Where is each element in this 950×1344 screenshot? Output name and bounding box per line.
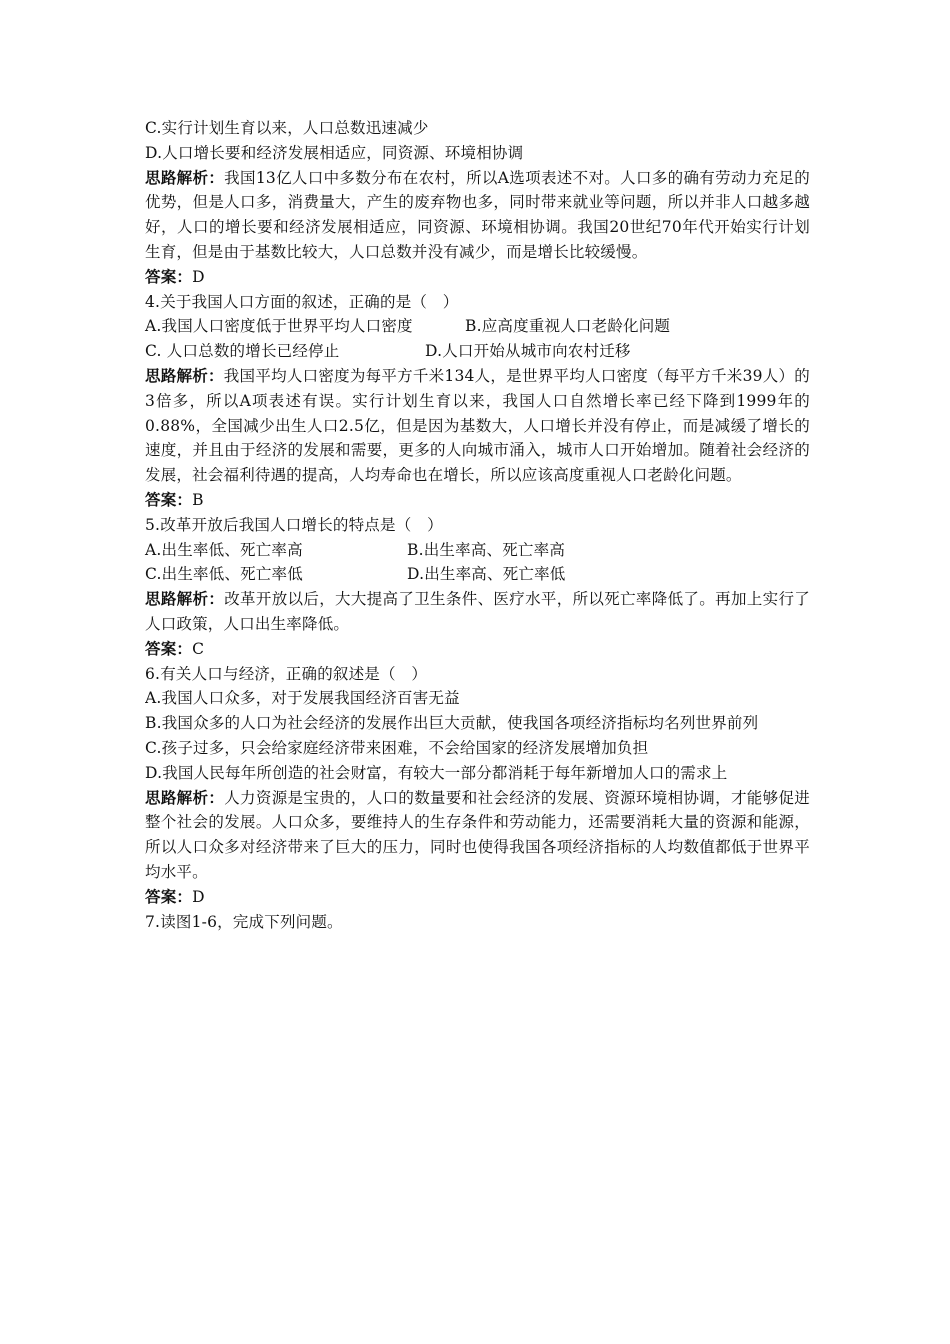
q4-analysis bbox=[145, 364, 810, 488]
q4-answer bbox=[145, 488, 810, 513]
q4-option-c: C. 人口总数的增长已经停止 bbox=[145, 342, 340, 361]
q5-options-row-2 bbox=[145, 562, 810, 587]
q4-stem: 4.关于我国人口方面的叙述，正确的是（ ） bbox=[145, 292, 459, 311]
q4-answer-value: B bbox=[192, 490, 204, 509]
q6-option-a: A.我国人口众多，对于发展我国经济百害无益 bbox=[145, 689, 460, 708]
analysis-label: 思路解析： bbox=[145, 590, 225, 609]
q5-analysis bbox=[145, 587, 810, 637]
q4-option-d: D.人口开始从城市向农村迁移 bbox=[425, 342, 631, 361]
q6-analysis bbox=[145, 786, 810, 885]
q4-option-a: A.我国人口密度低于世界平均人口密度 bbox=[145, 317, 413, 336]
q5-answer-value: C bbox=[192, 639, 205, 658]
q6-analysis-text: 人力资源是宝贵的，人口的数量要和社会经济的发展、资源环境相协调，才能够促进整个社会的发展。人口众多，要维持人的生存条件和劳动能力，还需要消耗大量的资源和能源，所以人口众多对经济带来了巨大的压力，同时也使得我国各项经济指标的人均数值都低于世界平均水平。 bbox=[145, 788, 810, 881]
answer-label: 答案： bbox=[145, 267, 193, 286]
q3-option-d: D.人口增长要和经济发展相适应，同资源、环境相协调 bbox=[145, 143, 524, 162]
q3-answer-value: D bbox=[192, 267, 205, 286]
analysis-label: 思路解析： bbox=[145, 788, 225, 807]
q5-option-d: D.出生率高、死亡率低 bbox=[407, 565, 566, 584]
q5-options-row-1 bbox=[145, 538, 810, 563]
q5-option-a: A.出生率低、死亡率高 bbox=[145, 540, 303, 559]
q6-stem: 6.有关人口与经济，正确的叙述是（ ） bbox=[145, 664, 428, 683]
q3-analysis bbox=[145, 166, 810, 265]
q6-option-c: C.孩子过多，只会给家庭经济带来困难，不会给国家的经济发展增加负担 bbox=[145, 738, 649, 757]
q5-analysis-text: 改革开放以后，大大提高了卫生条件、医疗水平，所以死亡率降低了。再加上实行了人口政策，人口出生率降低。 bbox=[145, 590, 810, 633]
q5-option-b: B.出生率高、死亡率高 bbox=[407, 540, 566, 559]
q6-option-d: D.我国人民每年所创造的社会财富，有较大一部分都消耗于每年新增加人口的需求上 bbox=[145, 763, 728, 782]
analysis-label: 思路解析： bbox=[145, 168, 225, 187]
q4-options-row-2 bbox=[145, 339, 810, 364]
q4-analysis-text: 我国平均人口密度为每平方千米134人，是世界平均人口密度（每平方千米39人）的3倍多，所以A项表述有误。实行计划生育以来，我国人口自然增长率已经下降到1999年的0.88%，全国减少出生人口2.5亿，但是因为基数大，人口增长并没有停止，而是减缓了增长的速度，并且由于经济的发展和需要，更多的人向城市涌入，城市人口开始增加。随着社会经济的发展，社会福利待遇的提高，人均寿命也在增长，所以应该高度重视人口老龄化问题。 bbox=[145, 366, 810, 485]
answer-label: 答案： bbox=[145, 639, 193, 658]
q5-answer bbox=[145, 637, 810, 662]
q4-options-row-1 bbox=[145, 314, 810, 339]
q5-option-c: C.出生率低、死亡率低 bbox=[145, 565, 303, 584]
q4-option-b: B.应高度重视人口老龄化问题 bbox=[465, 317, 671, 336]
q3-answer bbox=[145, 265, 810, 290]
q3-option-c: C.实行计划生育以来，人口总数迅速减少 bbox=[145, 119, 429, 137]
q3-analysis-text: 我国13亿人口中多数分布在农村，所以A选项表述不对。人口多的确有劳动力充足的优势，但是人口多，消费量大，产生的废弃物也多，同时带来就业等问题，所以并非人口越多越好，人口的增长要和经济发展相适应，同资源、环境相协调。我国20世纪70年代开始实行计划生育，但是由于基数比较大，人口总数并没有减少，而是增长比较缓慢。 bbox=[145, 168, 810, 261]
q6-option-b: B.我国众多的人口为社会经济的发展作出巨大贡献，使我国各项经济指标均名列世界前列 bbox=[145, 714, 759, 733]
q6-answer bbox=[145, 885, 810, 910]
analysis-label: 思路解析： bbox=[145, 366, 224, 385]
document-page bbox=[145, 116, 810, 934]
answer-label: 答案： bbox=[145, 490, 193, 509]
q7-stem: 7.读图1-6，完成下列问题。 bbox=[145, 912, 343, 931]
q5-stem: 5.改革开放后我国人口增长的特点是（ ） bbox=[145, 515, 443, 534]
answer-label: 答案： bbox=[145, 887, 193, 906]
q6-answer-value: D bbox=[192, 887, 205, 906]
